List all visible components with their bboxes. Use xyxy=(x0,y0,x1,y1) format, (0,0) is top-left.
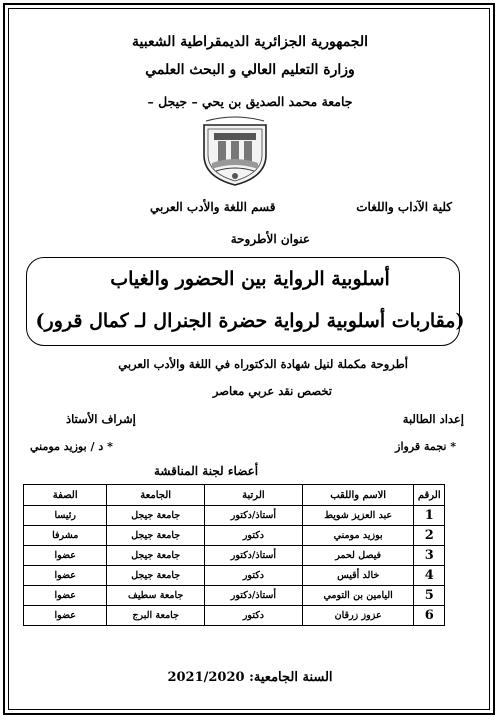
republic-heading: الجمهورية الجزائرية الديمقراطية الشعبية xyxy=(131,34,368,50)
row-number: 2 xyxy=(414,526,445,546)
student-name: * نجمة قرواز xyxy=(395,440,456,453)
member-role: عضوا xyxy=(24,606,107,626)
member-name: فيصل لحمر xyxy=(302,546,414,566)
member-university: جامعة جيجل xyxy=(107,506,205,526)
row-number: 4 xyxy=(414,566,445,586)
supervisor-label: إشراف الأستاذ xyxy=(66,412,136,426)
department-label: قسم اللغة والأدب العربي xyxy=(150,200,276,214)
thesis-title-label: عنوان الأطروحة xyxy=(230,232,310,246)
thesis-title-sub: (مقاربات أسلوبية لرواية حضرة الجنرال لـ كمال قرور) xyxy=(35,310,465,332)
row-number: 6 xyxy=(414,606,445,626)
table-row xyxy=(24,526,445,546)
supervisor-name: * د / بوزيد مومني xyxy=(30,440,113,453)
degree-statement: أطروحة مكملة لنيل شهادة الدكتوراه في اللغة والأدب العربي xyxy=(118,357,408,371)
university-heading: جامعة محمد الصديق بن يحي – جيجل – xyxy=(147,94,353,109)
member-rank: أستاذ/دكتور xyxy=(204,546,302,566)
member-name: اليامين بن التومي xyxy=(302,586,414,606)
member-university: جامعة البرج xyxy=(107,606,205,626)
member-rank: دكتور xyxy=(204,606,302,626)
committee-title: أعضاء لجنة المناقشة xyxy=(154,464,259,478)
member-rank: أستاذ/دكتور xyxy=(204,506,302,526)
specialty-statement: تخصص نقد عربي معاصر xyxy=(212,384,332,398)
member-name: بوزيد مومني xyxy=(302,526,414,546)
table-header-row xyxy=(24,485,445,506)
table-row xyxy=(24,606,445,626)
member-name: عبد العزيز شويط xyxy=(302,506,414,526)
thesis-title-main: أسلوبية الرواية بين الحضور والغياب xyxy=(110,268,390,290)
table-row xyxy=(24,506,445,526)
header-role: الصفة xyxy=(24,485,107,506)
member-name: عزوز زرقان xyxy=(302,606,414,626)
member-university: جامعة جيجل xyxy=(107,526,205,546)
header-rank: الرتبة xyxy=(204,485,302,506)
member-university: جامعة جيجل xyxy=(107,566,205,586)
member-role: رئيسا xyxy=(24,506,107,526)
committee-table xyxy=(23,484,445,626)
member-role: عضوا xyxy=(24,566,107,586)
row-number: 1 xyxy=(414,506,445,526)
academic-year: السنة الجامعية: 2021/2020 xyxy=(167,670,333,685)
header-name: الاسم واللقب xyxy=(302,485,414,506)
member-rank: أستاذ/دكتور xyxy=(204,586,302,606)
member-role: عضوا xyxy=(24,586,107,606)
member-name: خالد أقيس xyxy=(302,566,414,586)
table-row xyxy=(24,566,445,586)
member-university: جامعة جيجل xyxy=(107,546,205,566)
member-role: مشرفا xyxy=(24,526,107,546)
member-role: عضوا xyxy=(24,546,107,566)
faculty-label: كلية الآداب واللغات xyxy=(356,200,452,214)
header-university: الجامعة xyxy=(107,485,205,506)
prepared-by-label: إعداد الطالبة xyxy=(402,412,464,426)
row-number: 3 xyxy=(414,546,445,566)
table-row xyxy=(24,546,445,566)
table-row xyxy=(24,586,445,606)
university-crest-icon xyxy=(198,115,272,187)
member-rank: دكتور xyxy=(204,566,302,586)
member-rank: دكتور xyxy=(204,526,302,546)
header-number: الرقم xyxy=(414,485,445,506)
row-number: 5 xyxy=(414,586,445,606)
ministry-heading: وزارة التعليم العالي و البحث العلمي xyxy=(145,62,355,78)
member-university: جامعة سطيف xyxy=(107,586,205,606)
